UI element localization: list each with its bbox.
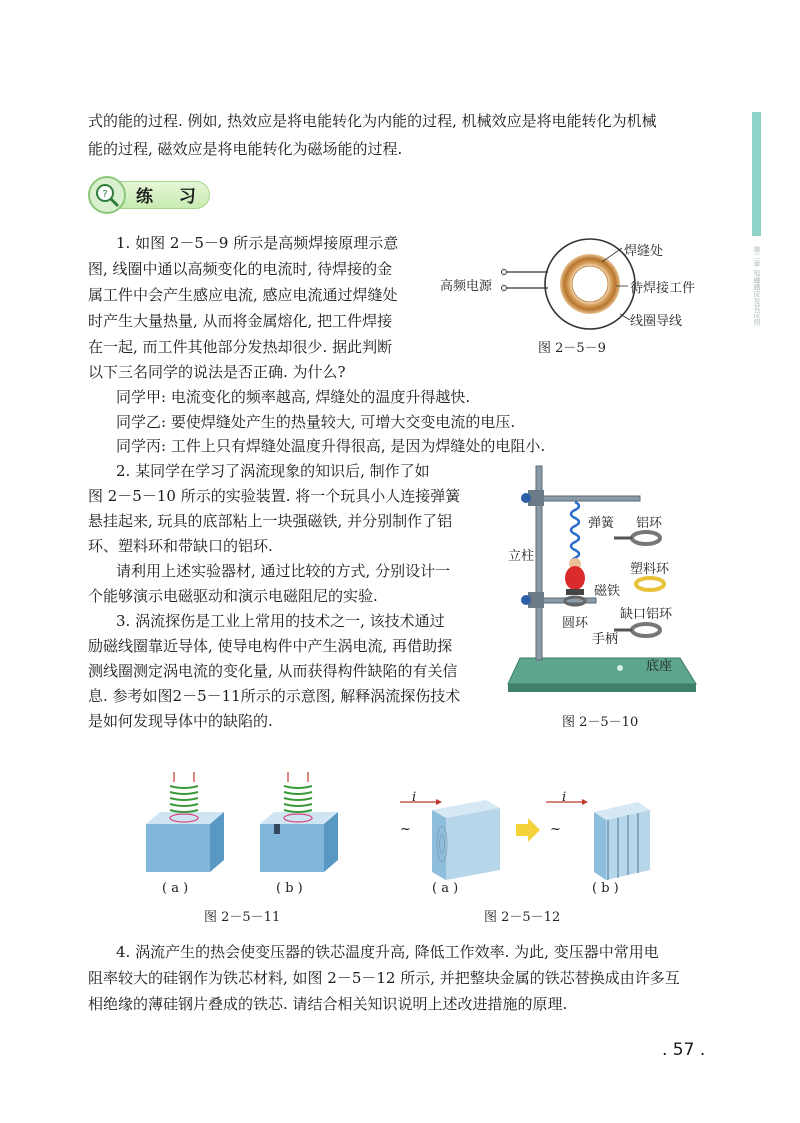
page-number: . 57 . [662, 1040, 706, 1060]
fig2512-ac-b: ~ [550, 822, 561, 837]
fig2511-caption: 图 2－5－11 [204, 910, 281, 925]
q1-student-c: 同学丙: 工件上只有焊缝处温度升得很高, 是因为焊缝处的电阻小. [116, 437, 546, 455]
q1-line-2: 图, 线圈中通以高频变化的电流时, 待焊接的金 [88, 260, 393, 278]
fig2510-label-al-ring: 铝环 [636, 516, 663, 531]
intro-line-2: 能的过程, 磁效应是将电能转化为磁场能的过程. [88, 140, 403, 158]
fig2512-sub-b: ( b ) [592, 881, 619, 896]
fig2510-label-handle: 手柄 [592, 632, 619, 647]
plastic-ring [636, 578, 664, 590]
toy-figure [565, 566, 585, 590]
al-ring [632, 532, 660, 544]
fig259-caption: 图 2－5－9 [538, 341, 606, 356]
side-tab-text: 第二章 电磁感应及其应用 [753, 246, 761, 326]
q2-line-3: 悬挂起来, 玩具的底部粘上一块强磁铁, 并分别制作了铝 [88, 512, 453, 530]
q1-line-3: 属工件中会产生感应电流, 感应电流通过焊缝处 [88, 286, 398, 304]
exercise-title: 练 习 [136, 187, 206, 207]
q1-line-5: 在一起, 而工件其他部分发热却很少. 据此判断 [88, 338, 393, 356]
fig2510-label-spring: 弹簧 [588, 516, 615, 531]
exercise-header [88, 176, 212, 212]
fig2512-current-b: i [562, 790, 567, 805]
laminated-core [594, 812, 606, 880]
fig2512-ac-a: ~ [400, 822, 411, 837]
q3-line-2: 励磁线圈靠近导体, 使导电构件中产生涡电流, 再借助探 [88, 637, 453, 655]
magnet [566, 589, 584, 595]
q1-student-b: 同学乙: 要使焊缝处产生的热量较大, 可增大交变电流的电压. [116, 413, 516, 431]
q3-line-1: 3. 涡流探伤是工业上常用的技术之一, 该技术通过 [116, 612, 445, 630]
figure-2-5-11 [140, 770, 340, 874]
right-arrow [516, 818, 540, 842]
coil-b [284, 786, 312, 812]
fig2510-label-notched-ring: 缺口铝环 [620, 607, 673, 622]
fig2510-label-ring: 圆环 [562, 616, 589, 631]
q3-line-3: 测线圈测定涡电流的变化量, 从而获得构件缺陷的有关信 [88, 662, 458, 680]
fig2510-label-base: 底座 [646, 659, 673, 674]
q1-line-1: 1. 如图 2－5－9 所示是高频焊接原理示意 [116, 234, 399, 252]
notched-ring [632, 624, 660, 636]
q4-line-1: 4. 涡流产生的热会使变压器的铁芯温度升高, 降低工作效率. 为此, 变压器中常用电 [116, 943, 659, 961]
fig259-label-workpiece: 待焊接工件 [630, 281, 696, 296]
fig2512-current-a: i [412, 790, 417, 805]
q2-line-1: 2. 某同学在学习了涡流现象的知识后, 制作了如 [116, 462, 430, 480]
q3-line-4: 息. 参考如图2－5－11所示的示意图, 解释涡流探伤技术 [88, 687, 461, 705]
q4-line-2: 阻率较大的硅钢作为铁芯材料, 如图 2－5－12 所示, 并把整块金属的铁芯替换成由许多互 [88, 969, 680, 987]
stand-arm [536, 496, 640, 501]
q2-line-5: 请利用上述实验器材, 通过比较的方式, 分别设计一 [116, 562, 451, 580]
q2-line-4: 环、塑料环和带缺口的铝环. [88, 537, 273, 555]
coil-a [170, 786, 198, 812]
side-tab-bar [752, 112, 761, 236]
q2-line-2: 图 2－5－10 所示的实验装置. 将一个玩具小人连接弹簧 [88, 487, 461, 505]
fig2510-label-magnet: 磁铁 [594, 584, 621, 599]
fig2510-label-plastic-ring: 塑料环 [630, 562, 670, 577]
solid-core [446, 808, 500, 880]
figure-2-5-12 [396, 780, 666, 884]
magnifier-icon [88, 176, 126, 214]
fig259-label-coil: 线圈导线 [630, 314, 683, 329]
fig259-label-source: 高频电源 [440, 279, 493, 294]
fig2512-caption: 图 2－5－12 [484, 910, 561, 925]
q1-line-6: 以下三名同学的说法是否正确. 为什么? [88, 363, 346, 381]
svg-text:?: ? [102, 189, 108, 200]
q3-line-5: 是如何发现导体中的缺陷的. [88, 712, 273, 730]
intro-line-1: 式的能的过程. 例如, 热效应是将电能转化为内能的过程, 机械效应是将电能转化为机械 [88, 112, 657, 130]
fig2511-sub-b: ( b ) [276, 881, 303, 896]
weld-seam [572, 266, 608, 302]
fig2512-sub-a: ( a ) [432, 881, 459, 896]
q4-line-3: 相绝缘的薄硅钢片叠成的铁芯. 请结合相关知识说明上述改进措施的原理. [88, 995, 568, 1013]
fig2510-label-stand: 立柱 [508, 549, 535, 564]
q1-student-a: 同学甲: 电流变化的频率越高, 焊缝处的温度升得越快. [116, 388, 471, 406]
fig259-label-seam: 焊缝处 [624, 244, 664, 259]
fig2511-sub-a: ( a ) [162, 881, 189, 896]
q2-line-6: 个能够演示电磁驱动和演示电磁阻尼的实验. [88, 587, 378, 605]
fig2510-caption: 图 2－5－10 [562, 715, 639, 730]
q1-line-4: 时产生大量热量, 从而将金属熔化, 把工件焊接 [88, 312, 393, 330]
spring [571, 502, 579, 566]
